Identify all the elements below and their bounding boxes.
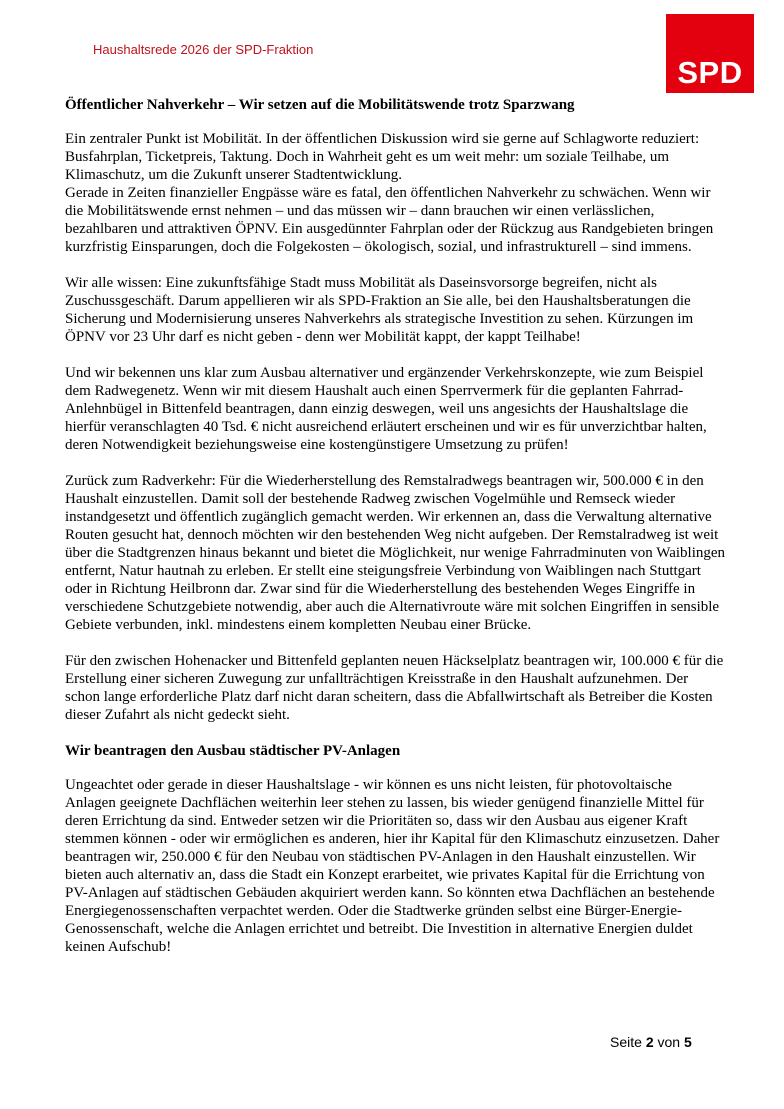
body-paragraph: Ungeachtet oder gerade in dieser Haushaltslage - wir können es uns nicht leisten, für photovoltaische Anlagen geeignete Dachflächen weiterhin leer stehen zu lassen, bis wieder genügend finanzielle Mittel für deren Errichtung da sind. Entweder setzen wir die Prioritäten so, dass wir den Ausbau aus eigener Kraft stemmen können - oder wir ermöglichen es anderen, hier ihr Kapital für den Klimaschutz einzusetzen. Daher beantragen wir, 250.000 € für den Neubau von städtischen PV-Anlagen in den Haushalt einzustellen. Wir bieten auch alternativ an, dass die Stadt ein Konzept erarbeitet, wie privates Kapital für die Errichtung von PV-Anlagen auf städtischen Gebäuden akquiriert werden kann. So könnten etwa Dachflächen an bestehende Energiegenossenschaften verpachtet werden. Oder die Stadtwerke gründen selbst eine Bürger-Energie-Genossenschaft, welche die Anlagen errichtet und betreibt. Die Investition in alternative Energien duldet keinen Aufschub! (65, 777, 720, 955)
body-paragraph: Für den zwischen Hohenacker und Bittenfeld geplanten neuen Häckselplatz beantragen wir, 100.000 € für die Erstellung einer sicheren Zuwegung zur unfallträchtigen Kreisstraße in den Haushalt aufzunehmen. Der schon lange erforderliche Platz darf nicht daran scheitern, dass die Abfallwirtschaft als Betreiber die Kosten dieser Zufahrt als nicht gedeckt sieht. (65, 653, 724, 723)
section-heading: Wir beantragen den Ausbau städtischer PV-Anlagen (65, 743, 401, 759)
body-paragraph: Gerade in Zeiten finanzieller Engpässe wäre es fatal, den öffentlichen Nahverkehr zu schwächen. Wenn wir die Mobilitätswende ernst nehmen – und das müssen wir – dann brauchen wir einen verlässlichen, bezahlbaren und attraktiven ÖPNV. Ein ausgedünnter Fahrplan oder der Rückzug aus Randgebieten bringen kurzfristig Einsparungen, doch die Folgekosten – ökologisch, sozial, und infrastrukturell – sind immens. (65, 185, 714, 255)
section-heading: Öffentlicher Nahverkehr – Wir setzen auf die Mobilitätswende trotz Sparzwang (65, 97, 575, 113)
total-pages: 5 (683, 1034, 692, 1050)
body-paragraph: Ein zentraler Punkt ist Mobilität. In der öffentlichen Diskussion wird sie gerne auf Schlagworte reduziert: Busfahrplan, Ticketpreis, Taktung. Doch in Wahrheit geht es um weit mehr: um soziale Teilhabe, um Klimaschutz, um die Zukunft unserer Stadtentwicklung. (65, 131, 700, 183)
page-of-label: von (657, 1034, 681, 1050)
body-paragraph: Und wir bekennen uns klar zum Ausbau alternativer und ergänzender Verkehrskonzepte, wie zum Beispiel dem Radwegenetz. Wenn wir mit diesem Haushalt auch einen Sperrvermerk für die geplanten Fahrrad-Anlehnbügel in Bittenfeld beantragen, dann einzig deswegen, weil uns angesichts der Haushaltslage die hierfür veranschlagten 40 Tsd. € nicht ausreichend erläutert erscheinen und wir es für unverzichtbar halten, deren Notwendigkeit beziehungsweise eine kostengünstigere Umsetzung zu prüfen! (65, 365, 707, 453)
page-label: Seite (610, 1034, 642, 1050)
document-header-title: Haushaltsrede 2026 der SPD-Fraktion (93, 42, 314, 57)
document-body (65, 96, 725, 974)
body-paragraph: Wir alle wissen: Eine zukunftsfähige Stadt muss Mobilität als Daseinsvorsorge begreifen, nicht als Zuschussgeschäft. Darum appellieren wir als SPD-Fraktion an Sie alle, bei den Haushaltsberatungen die Sicherung und Modernisierung unseres Nahverkehrs als strategische Investition zu sehen. Kürzungen im ÖPNV vor 23 Uhr darf es nicht geben - denn wer Mobilität kappt, der kappt Teilhabe! (65, 275, 694, 345)
body-paragraph: Zurück zum Radverkehr: Für die Wiederherstellung des Remstalradwegs beantragen wir, 500.000 € in den Haushalt einzustellen. Damit soll der bestehende Radweg zwischen Vogelmühle und Remseck wieder instandgesetzt und öffentlich zugänglich gemacht werden. Wir erkennen an, dass die Verwaltung alternative Routen gesucht hat, dennoch möchten wir den bestehenden Weg nicht aufgeben. Der Remstalradweg ist weit über die Stadtgrenzen hinaus bekannt und bietet die Möglichkeit, nur wenige Fahrradminuten von Waiblingen entfernt, Natur hautnah zu erleben. Er stellt eine steigungsfreie Verbindung von Waiblingen nach Stuttgart oder in Richtung Heilbronn dar. Zwar sind für die Wiederherstellung des bestehenden Weges Eingriffe in verschiedene Schutzgebiete notwendig, aber auch die Alternativroute wäre mit solchen Eingriffen in sensible Gebiete verbunden, inkl. mindestens einem kompletten Neubau einer Brücke. (65, 473, 726, 633)
spd-logo (666, 14, 754, 93)
spd-logo-text: SPD (677, 55, 743, 90)
page-number (610, 1034, 692, 1050)
current-page: 2 (645, 1034, 654, 1050)
